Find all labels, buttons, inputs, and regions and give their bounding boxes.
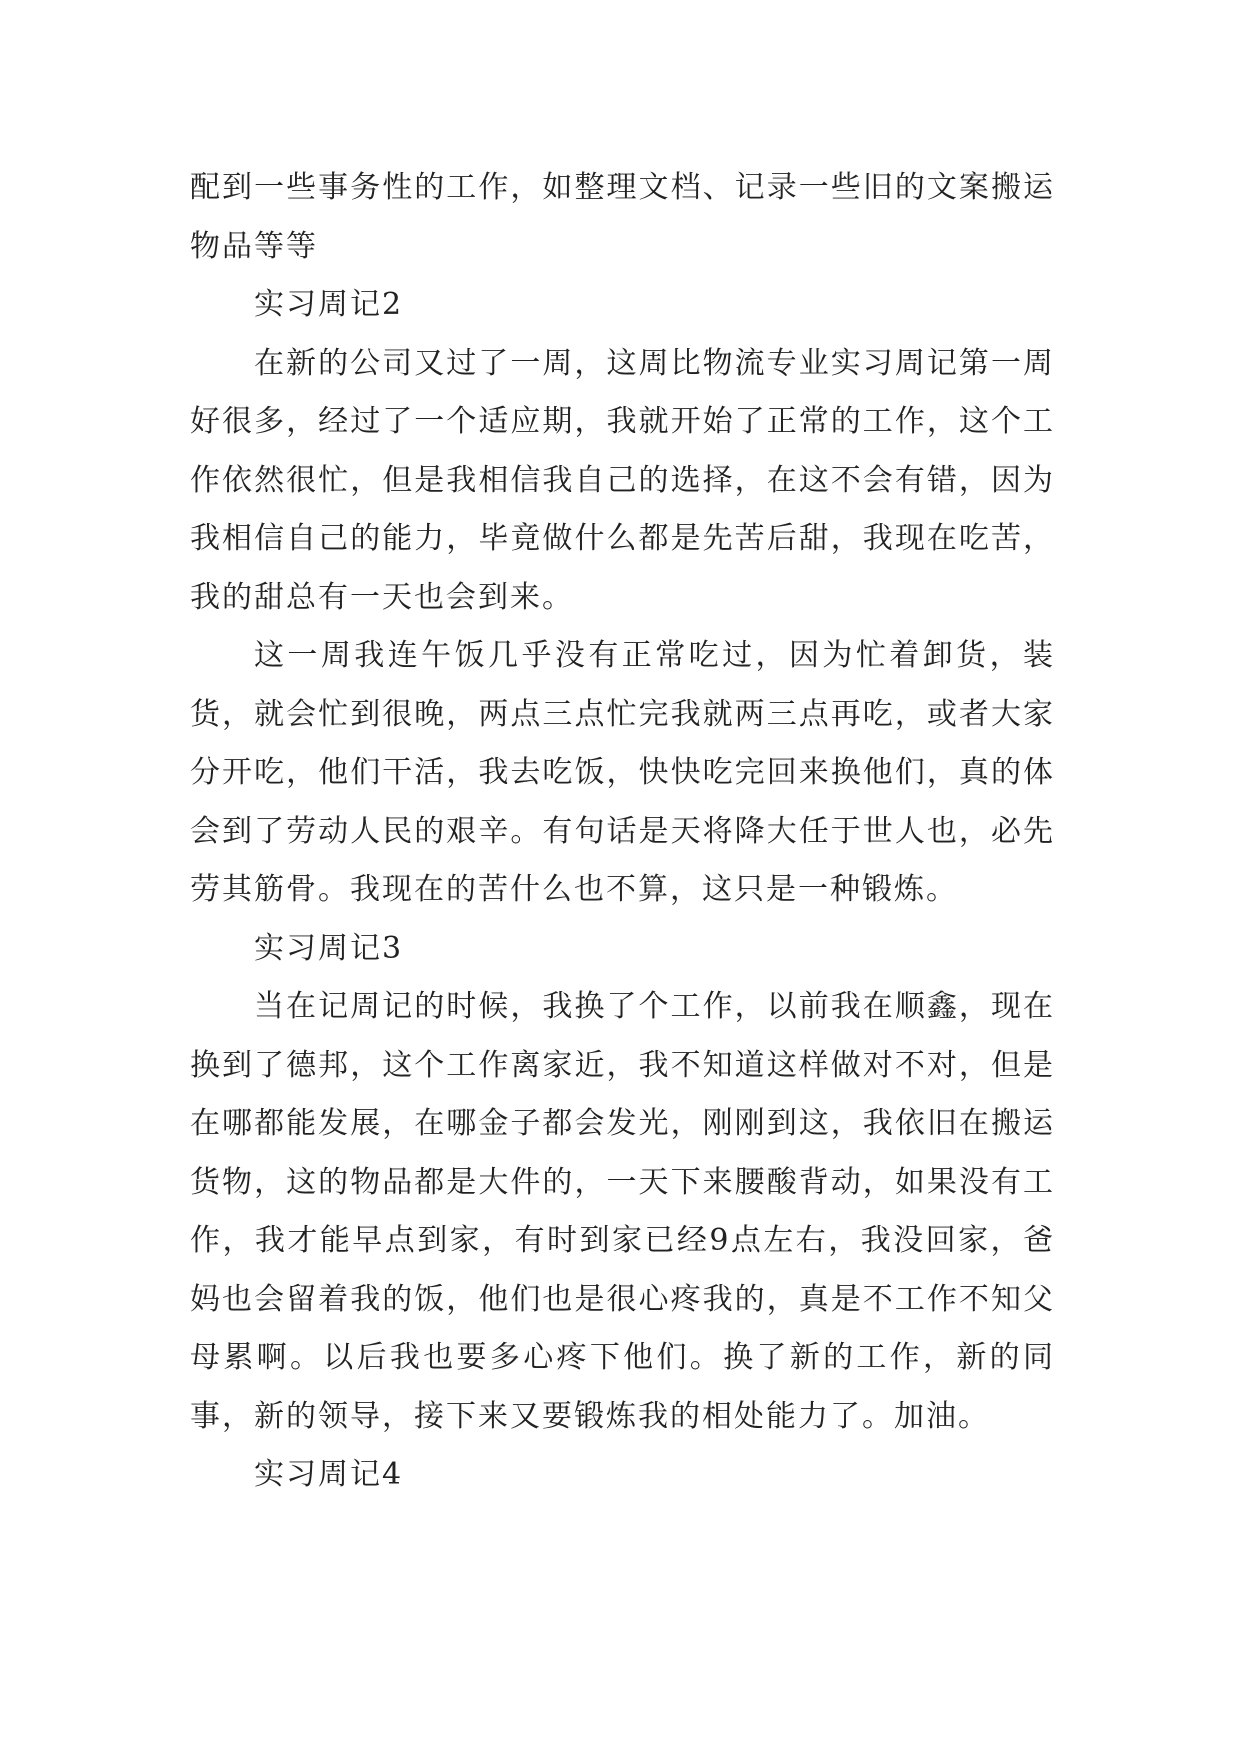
section-heading-week-2: 实习周记2 — [254, 287, 404, 322]
paragraph-week-3: 当在记周记的时候，我换了个工作，以前我在顺鑫，现在换到了德邦，这个工作离家近，我不知道这样做对不对，但是在哪都能发展，在哪金子都会发光，刚刚到这，我依旧在搬运货物，这的物品都是大件的，一天下来腰酸背动，如果没有工作，我才能早点到家，有时到家已经9点左右，我没回家，爸妈也会留着我的饭，他们也是很心疼我的，真是不工作不知父母累啊。以后我也要多心疼下他们。换了新的工作，新的同事，新的领导，接下来又要锻炼我的相处能力了。加油。 — [190, 989, 1055, 1434]
paragraph-week-2-lunch: 这一周我连午饭几乎没有正常吃过，因为忙着卸货，装货，就会忙到很晚，两点三点忙完我就两三点再吃，或者大家分开吃，他们干活，我去吃饭，快快吃完回来换他们，真的体会到了劳动人民的艰辛。有句话是天将降大任于世人也，必先劳其筋骨。我现在的苦什么也不算，这只是一种锻炼。 — [190, 638, 1055, 907]
paragraph-week-2-intro: 在新的公司又过了一周，这周比物流专业实习周记第一周好很多，经过了一个适应期，我就开始了正常的工作，这个工作依然很忙，但是我相信我自己的选择，在这不会有错，因为我相信自己的能力，毕竟做什么都是先苦后甜，我现在吃苦，我的甜总有一天也会到来。 — [190, 345, 1055, 615]
document-body — [190, 159, 1055, 1505]
paragraph-continuation: 配到一些事务性的工作，如整理文档、记录一些旧的文案搬运物品等等 — [190, 170, 1055, 264]
section-heading-week-3: 实习周记3 — [254, 930, 404, 966]
section-heading-week-4: 实习周记4 — [254, 1457, 404, 1492]
